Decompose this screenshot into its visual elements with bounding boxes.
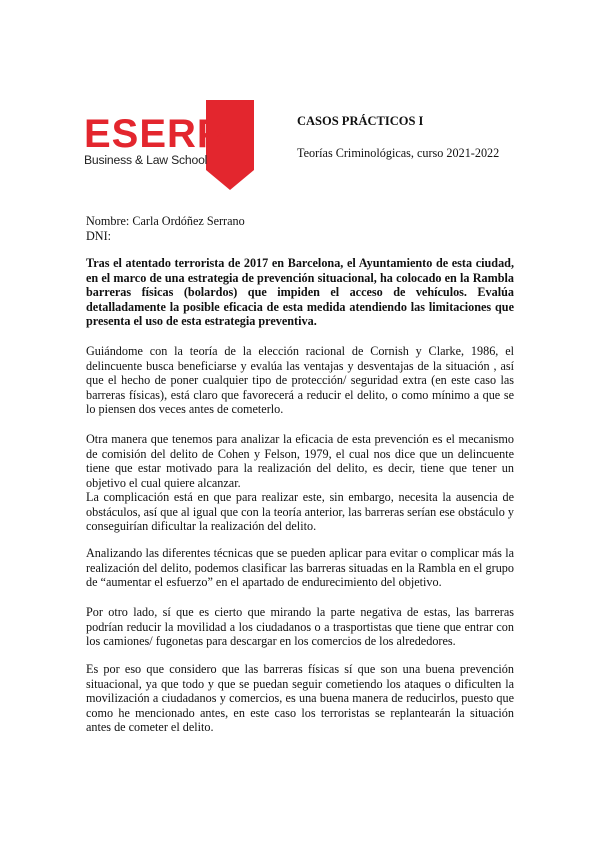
student-info	[86, 214, 245, 244]
student-name: Nombre: Carla Ordóñez Serrano	[86, 214, 245, 228]
course-subtitle: Teorías Criminológicas, curso 2021-2022	[297, 146, 500, 160]
document-title: CASOS PRÁCTICOS I	[297, 114, 424, 128]
logo-brand-text: ESERP	[84, 112, 225, 156]
logo-tagline: Business & Law School	[84, 153, 208, 167]
answer-paragraph-3: La complicación está en que para realizar este, sin embargo, necesita la ausencia de obstáculos, así que al igual que con la teoría anterior, las barreras serían ese obstáculo y conseguirían dificultar la realización del delito.	[86, 490, 514, 534]
question-statement: Tras el atentado terrorista de 2017 en Barcelona, el Ayuntamiento de esta ciudad, en el marco de una estrategia de prevención situacional, ha colocado en la Rambla barreras físicas (bolardos) que impiden el acceso de vehículos. Evalúa detalladamente la posible eficacia de esta medida atendiendo las limitaciones que presenta el uso de esta estrategia preventiva.	[86, 256, 514, 329]
answer-paragraph-5: Por otro lado, sí que es cierto que mirando la parte negativa de estas, las barreras podrían reducir la movilidad a los ciudadanos o a trasportistas que tiene que entrar con los camiones/ fugonetas para descargar en los comercios de los alrededores.	[86, 605, 514, 649]
answer-paragraph-4: Analizando las diferentes técnicas que se pueden aplicar para evitar o complicar más la realización del delito, podemos clasificar las barreras situadas en la Rambla en el grupo de “aumentar el esfuerzo” en el apartado de endurecimiento del objetivo.	[86, 546, 514, 590]
answer-paragraph-1: Guiándome con la teoría de la elección racional de Cornish y Clarke, 1986, el delincuente busca beneficiarse y evalúa las ventajas y desventajas de la situación , así que el hecho de poner cualquier tipo de protección/ seguridad extra (en este caso las barreras físicas), está claro que favorecerá a reducir el delito, o como mínimo a que se lo piensen dos veces antes de cometerlo.	[86, 344, 514, 417]
answer-paragraph-6: Es por eso que considero que las barreras físicas sí que son una buena prevención situacional, ya que todo y que se puedan seguir cometiendo los ataques o dificulten la movilización a ciudadanos y comercios, es una buena manera de reducirlos, puesto que como he mencionado antes, en este caso los terroristas se replantearán la situación antes de cometer el delito.	[86, 662, 514, 735]
answer-paragraph-2: Otra manera que tenemos para analizar la eficacia de esta prevención es el mecanismo de comisión del delito de Cohen y Felson, 1979, el cual nos dice que un delincuente tiene que estar motivado para la realización del delito, es decir, tiene que tener un objetivo el cual quiere alcanzar.	[86, 432, 514, 490]
eserp-logo	[84, 100, 254, 190]
student-dni: DNI:	[86, 229, 112, 243]
